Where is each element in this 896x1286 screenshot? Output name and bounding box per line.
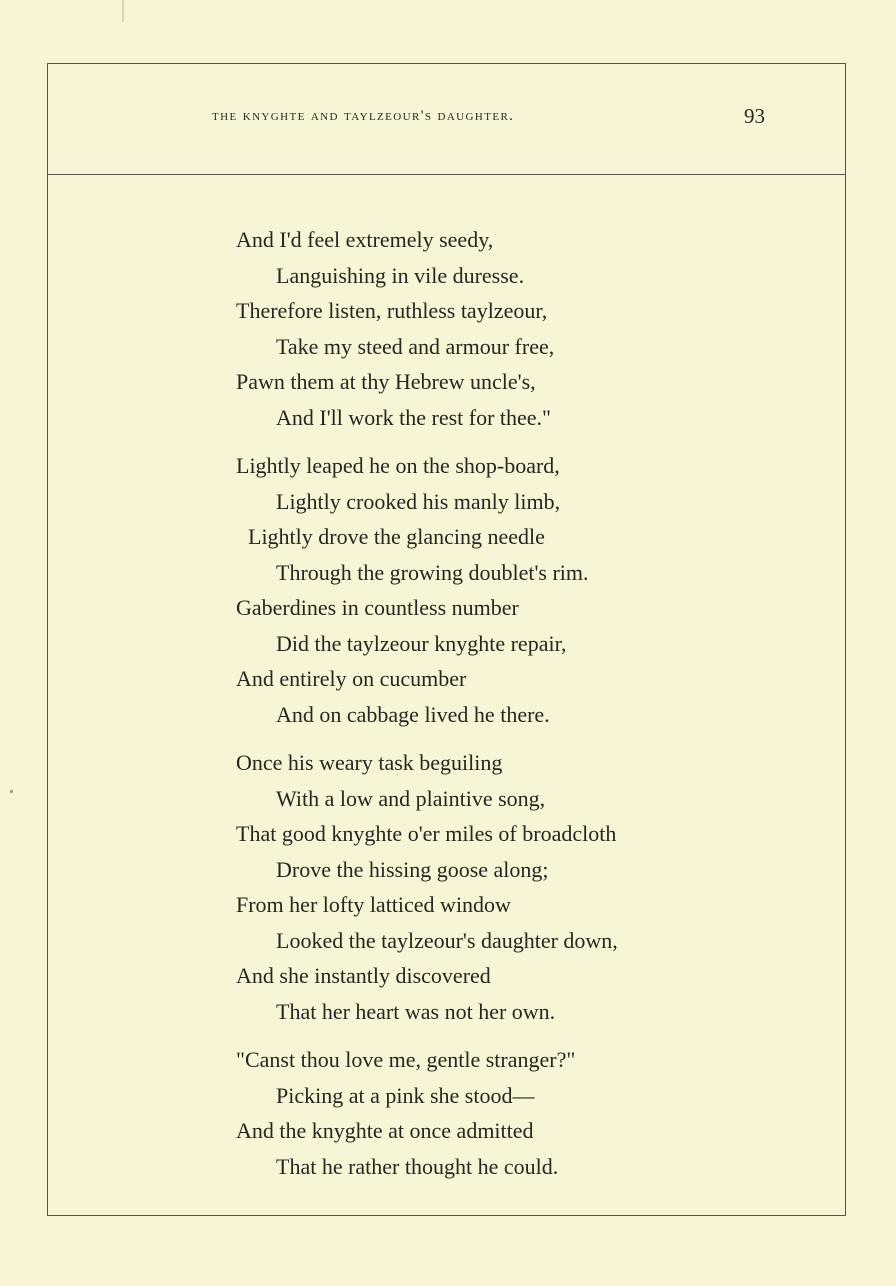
poem-line: And I'll work the rest for thee." <box>276 404 552 430</box>
poem-line: And she instantly discovered <box>236 963 491 988</box>
poem-line: "Canst thou love me, gentle stranger?" <box>236 1047 576 1072</box>
poem-line: Drove the hissing goose along; <box>276 856 549 882</box>
header-divider <box>47 174 846 175</box>
stanza-2 <box>236 448 796 732</box>
poem-line: Picking at a pink she stood— <box>276 1082 535 1108</box>
poem-line: Lightly leaped he on the shop-board, <box>236 453 560 478</box>
poem-line: Therefore listen, ruthless taylzeour, <box>236 298 548 323</box>
stanza-1 <box>236 222 796 435</box>
running-title: the knyghte and taylzeour's daughter. <box>212 108 515 124</box>
poem-line: Languishing in vile duresse. <box>276 262 525 288</box>
poem-line: And entirely on cucumber <box>236 666 467 691</box>
poem-line: Lightly drove the glancing needle <box>248 524 545 549</box>
stanza-3 <box>236 745 796 1029</box>
scan-mark <box>122 0 124 22</box>
poem-line: Lightly crooked his manly limb, <box>276 488 561 514</box>
poem-line: That her heart was not her own. <box>276 998 556 1024</box>
poem-line: From her lofty latticed window <box>236 892 511 917</box>
poem-line: That good knyghte o'er miles of broadcloth <box>236 821 617 846</box>
poem-line: That he rather thought he could. <box>276 1153 559 1179</box>
stanza-4 <box>236 1042 796 1184</box>
poem-line: Looked the taylzeour's daughter down, <box>276 927 618 953</box>
poem-line: Once his weary task beguiling <box>236 750 503 775</box>
poem-line: Gaberdines in countless number <box>236 595 519 620</box>
page-number: 93 <box>744 104 765 128</box>
scan-speck <box>10 790 13 793</box>
poem-body <box>236 222 796 1197</box>
poem-line: And on cabbage lived he there. <box>276 701 550 727</box>
poem-line: Did the taylzeour knyghte repair, <box>276 630 567 656</box>
poem-line: Pawn them at thy Hebrew uncle's, <box>236 369 536 394</box>
poem-line: Through the growing doublet's rim. <box>276 559 589 585</box>
poem-line: And I'd feel extremely seedy, <box>236 227 494 252</box>
poem-line: Take my steed and armour free, <box>276 333 555 359</box>
poem-line: With a low and plaintive song, <box>276 785 546 811</box>
poem-line: And the knyghte at once admitted <box>236 1118 534 1143</box>
